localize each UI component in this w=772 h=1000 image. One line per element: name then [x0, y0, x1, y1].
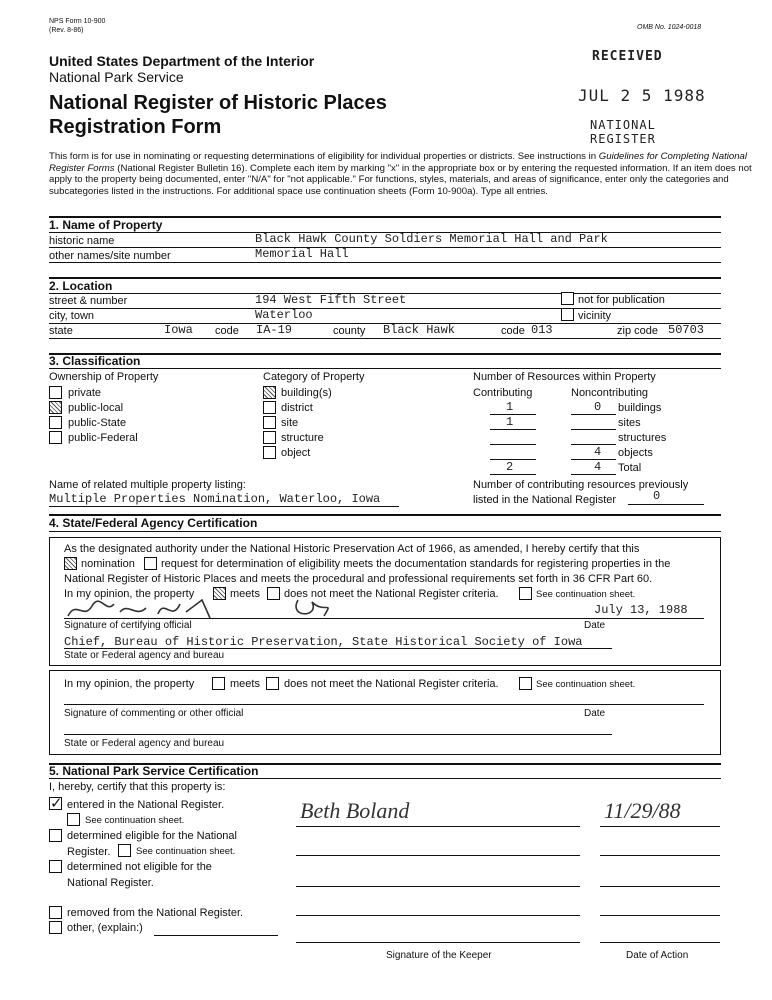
agency-name: National Park Service: [49, 69, 184, 85]
eligible-continuation-label: See continuation sheet.: [136, 846, 236, 857]
total-label: Total: [618, 462, 642, 474]
certifying-agency-value[interactable]: Chief, Bureau of Historic Preservation, State Historical Society of Iowa: [64, 635, 583, 649]
state-label: state: [49, 325, 73, 337]
county-code-label: code: [501, 325, 525, 337]
multiple-property-label: Name of related multiple property listing:: [49, 479, 246, 491]
city-label: city, town: [49, 310, 95, 322]
entered-continuation-checkbox[interactable]: [67, 813, 80, 826]
certification-date-label: Date: [584, 620, 606, 631]
nomination-label: nomination: [81, 558, 135, 570]
category-site-checkbox[interactable]: [263, 416, 276, 429]
comment-meets-checkbox[interactable]: [212, 677, 225, 690]
determined-eligible-checkbox[interactable]: [49, 829, 62, 842]
previously-listed-label-1: Number of contributing resources previously: [473, 479, 689, 491]
received-date: JUL 2 5 1988: [578, 86, 706, 105]
state-value[interactable]: Iowa: [164, 323, 193, 337]
form-revision: (Rev. 8-86): [49, 27, 84, 34]
zip-label: zip code: [617, 325, 658, 337]
comment-does-not-meet-label: does not meet the National Register criteria.: [284, 678, 499, 690]
determined-not-eligible-label-2: National Register.: [67, 877, 154, 889]
objects-noncontributing[interactable]: 4: [594, 445, 602, 459]
certification-date[interactable]: July 13, 1988: [594, 603, 688, 617]
determination-request-checkbox[interactable]: [144, 557, 157, 570]
determined-not-eligible-checkbox[interactable]: [49, 860, 62, 873]
stamp-register: REGISTER: [590, 132, 656, 146]
objects-label: objects: [618, 447, 653, 459]
city-value[interactable]: Waterloo: [255, 308, 313, 322]
historic-name-value[interactable]: Black Hawk County Soldiers Memorial Hall and Park: [255, 232, 608, 246]
comment-meets-label: meets: [230, 678, 260, 690]
state-continuation-checkbox[interactable]: [519, 587, 532, 600]
vicinity-label: vicinity: [578, 310, 612, 322]
ownership-public-federal-checkbox[interactable]: [49, 431, 62, 444]
buildings-label: buildings: [618, 402, 662, 414]
ownership-heading: Ownership of Property: [49, 371, 159, 383]
not-for-publication-label: not for publication: [578, 294, 665, 306]
cert-paragraph-line3: National Register of Historic Places and meets the procedural and professional requirements set forth in 36 CFR Part 60.: [64, 573, 653, 585]
category-district-label: district: [281, 402, 313, 414]
cert-paragraph-line2: request for determination of eligibility meets the documentation standards for registering properties in the: [161, 558, 671, 570]
opinion-text: In my opinion, the property: [64, 588, 195, 600]
determined-eligible-label: determined eligible for the National: [67, 830, 237, 842]
other-checkbox[interactable]: [49, 921, 62, 934]
form-number: NPS Form 10-900: [49, 18, 106, 25]
section-4-heading: 4. State/Federal Agency Certification: [49, 516, 258, 530]
removed-checkbox[interactable]: [49, 906, 62, 919]
form-title: National Register of Historic Places: [49, 92, 387, 114]
certifying-signature-label: Signature of certifying official: [64, 620, 192, 631]
commenting-signature-label: Signature of commenting or other official: [64, 708, 244, 719]
category-buildings-checkbox[interactable]: [263, 386, 276, 399]
category-buildings-label: building(s): [281, 387, 332, 399]
category-object-checkbox[interactable]: [263, 446, 276, 459]
county-code-value[interactable]: 013: [531, 323, 553, 337]
certifying-agency-label: State or Federal agency and bureau: [64, 650, 225, 661]
category-district-checkbox[interactable]: [263, 401, 276, 414]
structures-label: structures: [618, 432, 667, 444]
total-noncontributing[interactable]: 4: [594, 460, 602, 474]
section-3-heading: 3. Classification: [49, 354, 141, 368]
category-structure-checkbox[interactable]: [263, 431, 276, 444]
date-of-action-label: Date of Action: [626, 950, 689, 961]
category-structure-label: structure: [281, 432, 324, 444]
determined-eligible-label-2: Register.: [67, 846, 111, 858]
nps-cert-intro: I, hereby, certify that this property is:: [49, 781, 226, 793]
total-contributing[interactable]: 2: [506, 460, 514, 474]
other-names-label: other names/site number: [49, 250, 171, 262]
zip-value[interactable]: 50703: [668, 323, 705, 337]
keeper-signature-label: Signature of the Keeper: [386, 950, 492, 961]
commenting-date-label: Date: [584, 708, 606, 719]
state-continuation-label: See continuation sheet.: [536, 589, 636, 600]
vicinity-checkbox[interactable]: [561, 308, 574, 321]
ownership-public-state-label: public-State: [68, 417, 127, 429]
resources-heading: Number of Resources within Property: [473, 371, 656, 383]
other-label: other, (explain:): [67, 922, 143, 934]
contributing-heading: Contributing: [473, 387, 533, 399]
category-site-label: site: [281, 417, 299, 429]
sites-label: sites: [618, 417, 641, 429]
category-heading: Category of Property: [263, 371, 365, 383]
removed-label: removed from the National Register.: [67, 907, 244, 919]
county-label: county: [333, 325, 366, 337]
meets-label: meets: [230, 588, 260, 600]
section-1-heading: 1. Name of Property: [49, 218, 163, 232]
state-code-label: code: [215, 325, 239, 337]
state-code-value[interactable]: IA-19: [256, 323, 293, 337]
date-of-action-value: 11/29/88: [604, 798, 681, 823]
entered-checkbox[interactable]: [49, 797, 62, 810]
category-object-label: object: [281, 447, 311, 459]
form-subtitle: Registration Form: [49, 116, 222, 138]
ownership-public-federal-label: public-Federal: [68, 432, 138, 444]
ownership-private-label: private: [68, 387, 102, 399]
comment-continuation-checkbox[interactable]: [519, 677, 532, 690]
determined-not-eligible-label: determined not eligible for the: [67, 861, 212, 873]
ownership-private-checkbox[interactable]: [49, 386, 62, 399]
not-for-publication-checkbox[interactable]: [561, 292, 574, 305]
street-value[interactable]: 194 West Fifth Street: [255, 293, 407, 307]
nomination-checkbox[interactable]: [64, 557, 77, 570]
stamp-national: NATIONAL: [590, 118, 656, 132]
other-names-value[interactable]: Memorial Hall: [255, 247, 349, 261]
section-5-heading: 5. National Park Service Certification: [49, 764, 259, 778]
entered-label: entered in the National Register.: [67, 799, 225, 811]
section-2-heading: 2. Location: [49, 279, 113, 293]
form-instructions: This form is for use in nominating or requesting determinations of eligibility for individual properties or districts. See instructions in Guidelines for Completing National Register Forms (National Register Bulletin 16). Complete each item by marking "x" in the appropriate box or by entering the requested information. If an item does not apply to the property being documented, enter "N/A" for "not applicable." For functions, styles, materials, and areas of significance, enter only the categories and subcategories listed in the instructions. For additional space use continuation sheets (Form 10-900a). Type all entries.: [49, 151, 752, 197]
ownership-public-local-checkbox[interactable]: [49, 401, 62, 414]
ownership-public-state-checkbox[interactable]: [49, 416, 62, 429]
omb-number: OMB No. 1024-0018: [637, 24, 702, 31]
sites-contributing[interactable]: 1: [506, 415, 514, 429]
buildings-contributing[interactable]: 1: [506, 400, 514, 414]
county-value[interactable]: Black Hawk: [383, 323, 456, 337]
keeper-signature: Beth Boland: [300, 798, 410, 823]
cert-paragraph-line1: As the designated authority under the National Historic Preservation Act of 1966, as amended, I hereby certify that this: [64, 543, 640, 555]
comment-does-not-meet-checkbox[interactable]: [266, 677, 279, 690]
noncontributing-heading: Noncontributing: [571, 387, 649, 399]
ownership-public-local-label: public-local: [68, 402, 124, 414]
comment-continuation-label: See continuation sheet.: [536, 679, 636, 690]
commenting-agency-label: State or Federal agency and bureau: [64, 738, 225, 749]
eligible-continuation-checkbox[interactable]: [118, 844, 131, 857]
street-label: street & number: [49, 295, 128, 307]
department-name: United States Department of the Interior: [49, 53, 315, 69]
previously-listed-value[interactable]: 0: [653, 489, 661, 503]
received-text: RECEIVED: [592, 49, 663, 64]
historic-name-label: historic name: [49, 235, 115, 247]
previously-listed-label-2: listed in the National Register: [473, 494, 617, 506]
multiple-property-value[interactable]: Multiple Properties Nomination, Waterloo, Iowa: [49, 492, 381, 506]
does-not-meet-label: does not meet the National Register criteria.: [284, 588, 499, 600]
entered-continuation-label: See continuation sheet.: [85, 815, 185, 826]
comment-opinion-text: In my opinion, the property: [64, 678, 195, 690]
buildings-noncontributing[interactable]: 0: [594, 400, 602, 414]
